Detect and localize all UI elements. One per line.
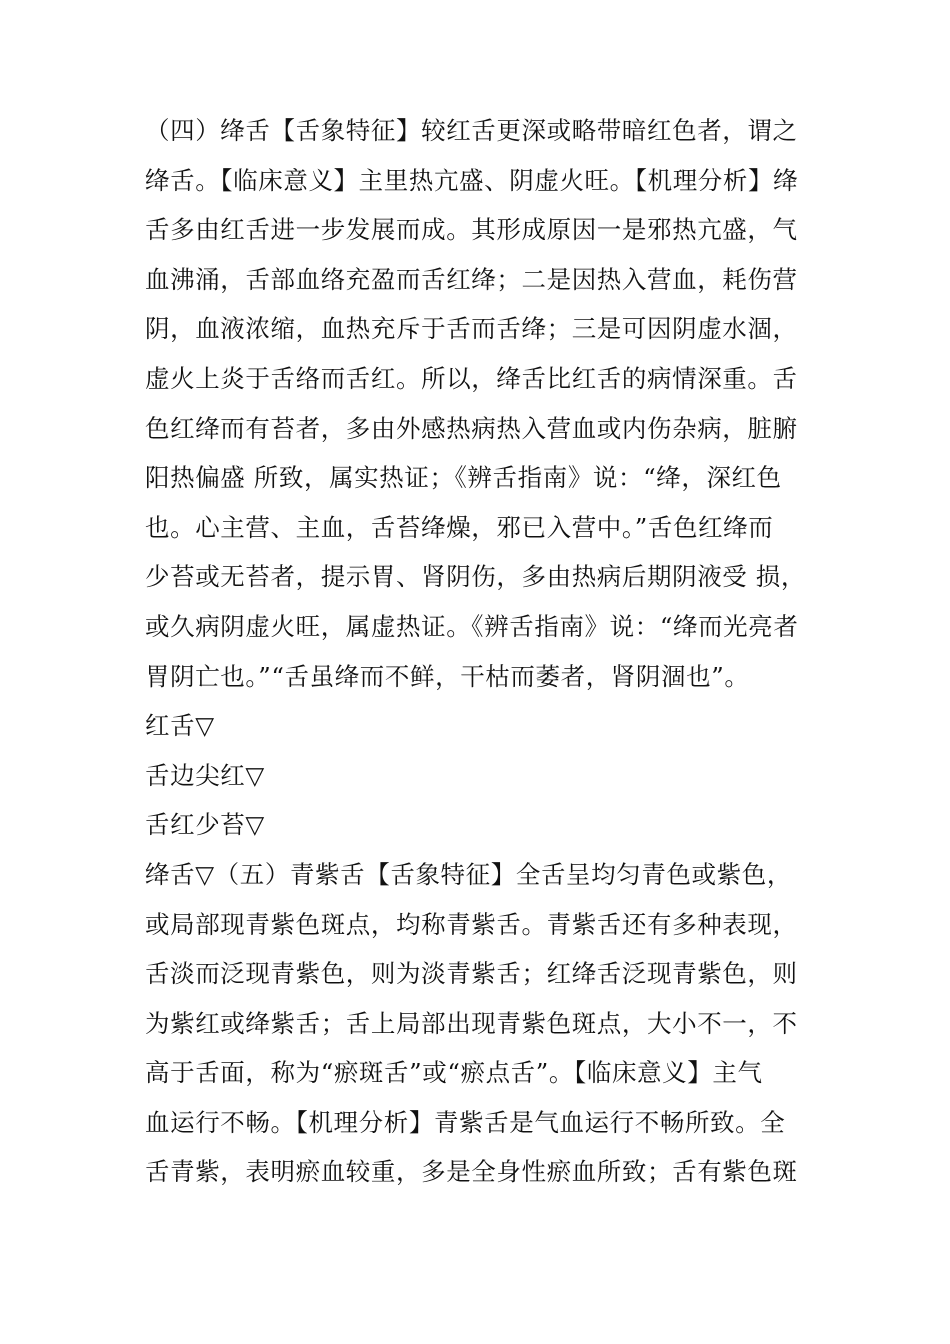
text-line: 为紫红或绛紫舌；舌上局部出现青紫色斑点，大小不一，不 xyxy=(145,1008,798,1038)
document-body xyxy=(145,106,807,1197)
text-line: 血沸涌，舌部血络充盈而舌红绛；二是因热入营血，耗伤营 xyxy=(145,264,798,294)
text-line: 绛舌。【临床意义】主里热亢盛、阴虚火旺。【机理分析】绛 xyxy=(145,165,799,195)
text-line: 舌淡而泛现青紫色，则为淡青紫舌；红绛舌泛现青紫色，则 xyxy=(145,959,798,989)
text-line: 舌红少苔▽ xyxy=(145,810,265,840)
text-line: 高于舌面，称为“瘀斑舌”或“瘀点舌”。【临床意义】主气 xyxy=(145,1058,763,1088)
text-line: 虚火上炎于舌络而舌红。所以，绛舌比红舌的病情深重。舌 xyxy=(145,363,798,393)
text-line: 舌青紫，表明瘀血较重，多是全身性瘀血所致；舌有紫色斑 xyxy=(145,1157,798,1187)
text-line: 舌边尖红▽ xyxy=(145,760,265,790)
text-line: 色红绛而有苔者，多由外感热病热入营血或内伤杂病，脏腑 xyxy=(145,413,798,443)
text-line: 也。心主营、主血，舌苔绛燥，邪已入营中。”舌色红绛而 xyxy=(145,512,774,542)
text-line: 或久病阴虚火旺，属虚热证。《辨舌指南》说：“绛而光亮者 xyxy=(145,611,799,641)
text-line: 或局部现青紫色斑点，均称青紫舌。青紫舌还有多种表现， xyxy=(145,909,798,939)
text-line: 少苔或无苔者，提示胃、肾阴伤，多由热病后期阴液受 损， xyxy=(145,562,806,592)
text-line: 血运行不畅。【机理分析】青紫舌是气血运行不畅所致。全 xyxy=(145,1107,786,1137)
text-line: 绛舌▽（五）青紫舌【舌象特征】全舌呈均匀青色或紫色， xyxy=(145,859,792,889)
text-line: 红舌▽ xyxy=(145,711,215,741)
text-line: 阴，血液浓缩，血热充斥于舌而舌绛；三是可因阴虚水涸， xyxy=(145,314,798,344)
text-line: （四）绛舌【舌象特征】较红舌更深或略带暗红色者，谓之 xyxy=(145,116,798,145)
text-line: 舌多由红舌进一步发展而成。其形成原因一是邪热亢盛，气 xyxy=(145,215,798,245)
text-line: 胃阴亡也。”“舌虽绛而不鲜，干枯而萎者，肾阴涸也”。 xyxy=(145,661,750,691)
text-line: 阳热偏盛 所致，属实热证；《辨舌指南》说：“绛，深红色 xyxy=(145,463,782,493)
